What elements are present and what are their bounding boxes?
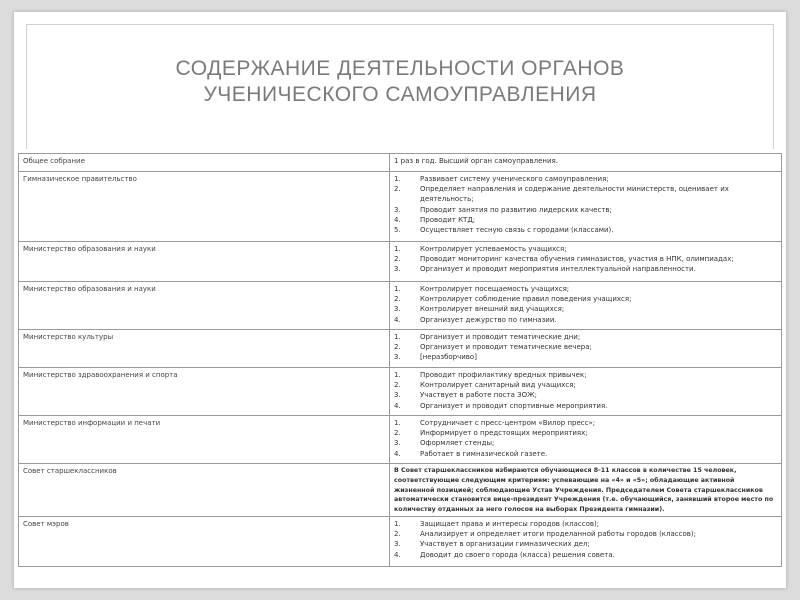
list-item-text: Организует и проводит тематические дни; [420, 333, 581, 341]
list-item-text: Анализирует и определяет итоги проделанной работы городов (классов); [420, 530, 696, 539]
list-item-text: Организует и проводит мероприятия интеллектуальной направленности. [420, 265, 696, 274]
table-row [19, 330, 782, 368]
list-item-number: 3. [394, 353, 401, 362]
list-item-text: Контролирует посещаемость учащихся; [420, 285, 570, 293]
list-item-text: Развивает систему ученического самоуправления; [420, 175, 609, 183]
list-item [394, 401, 777, 411]
activities-cell [390, 416, 782, 464]
list-item [394, 184, 777, 204]
activities-cell: В Совет старшеклассников избираются обучающиеся 8-11 классов в количестве 15 человек, соответствующие следующим критериям: успевающие на «4» и «5»; обладающие активной жизненной позицией; соблюдающие Устав Учреждения. Председателем Совета старшеклассников автоматически становится вице-президент Учреждения (т.е. обучающийся, занявший второе место по количеству отданных за него голосов на выборах Президента гимназии). [390, 464, 782, 517]
list-item-number: 1. [394, 245, 401, 253]
list-item-number: 1. [394, 175, 401, 183]
title-band [14, 12, 786, 140]
list-item-number: 2. [394, 185, 401, 194]
list-item-number: 1. [394, 419, 401, 427]
table-row [19, 172, 782, 242]
list-item-number: 2. [394, 530, 401, 539]
list-item-number: 3. [394, 439, 401, 448]
activities-list [394, 519, 777, 560]
list-item-text: Контролирует соблюдение правил поведения учащихся; [420, 295, 632, 304]
list-item-number: 2. [394, 295, 401, 304]
list-item [394, 529, 777, 539]
activities-list [394, 244, 777, 275]
list-item-number: 5. [394, 226, 401, 235]
table-row [19, 464, 782, 517]
list-item-number: 1. [394, 285, 401, 293]
list-item-text: Контролирует успеваемость учащихся; [420, 245, 567, 253]
list-item-number: 1. [394, 371, 401, 379]
list-item-number: 3. [394, 540, 401, 549]
list-item [394, 449, 777, 459]
list-item [394, 438, 777, 448]
list-item-number: 3. [394, 305, 401, 314]
list-item-text: Сотрудничает с пресс-центром «Вилор пресс»; [420, 419, 596, 427]
list-item-number: 4. [394, 550, 401, 559]
list-item-number: 2. [394, 255, 401, 264]
table-row [19, 242, 782, 282]
list-item [394, 254, 777, 264]
list-item-text: Доводит до своего города (класса) решения совета. [420, 550, 615, 559]
list-item-number: 2. [394, 381, 401, 390]
activities-cell [390, 516, 782, 566]
list-item [394, 352, 777, 362]
table-row [19, 282, 782, 330]
organ-name-cell: Министерство образования и науки [19, 242, 390, 282]
list-item [394, 304, 777, 314]
list-item-text: Проводит мониторинг качества обучения гимназистов, участия в НПК, олимпиадах; [420, 255, 734, 264]
list-item-text: [неразборчиво] [420, 353, 477, 362]
list-item [394, 315, 777, 325]
list-item [394, 428, 777, 438]
list-item-text: Осуществляет тесную связь с городами (классами). [420, 226, 614, 235]
responsibilities-table [18, 153, 782, 567]
list-item [394, 342, 777, 352]
list-item [394, 332, 777, 342]
list-item [394, 215, 777, 225]
list-item-text: Оформляет стенды; [420, 439, 495, 448]
table-row [19, 516, 782, 566]
list-item-text: Участвует в работе поста ЗОЖ; [420, 391, 537, 400]
organ-name-cell: Совет старшеклассников [19, 464, 390, 517]
organ-name-cell: Совет мэров [19, 516, 390, 566]
list-item-text: Контролирует санитарный вид учащихся; [420, 381, 576, 390]
list-item-text: Контролирует внешний вид учащихся; [420, 305, 565, 314]
list-item [394, 284, 777, 294]
list-item-text: Организует и проводит тематические вечера; [420, 343, 592, 352]
table-row [19, 368, 782, 416]
table-row [19, 154, 782, 172]
list-item [394, 390, 777, 400]
organ-name-cell: Министерство культуры [19, 330, 390, 368]
list-item-number: 4. [394, 215, 401, 224]
slide [14, 12, 786, 588]
list-item-text: Защищает права и интересы городов (классов); [420, 519, 600, 528]
activities-cell [390, 330, 782, 368]
list-item-number: 2. [394, 343, 401, 352]
activities-list [394, 418, 777, 459]
list-item-number: 4. [394, 449, 401, 458]
list-item [394, 294, 777, 304]
slide-title-line-2: УЧЕНИЧЕСКОГО САМОУПРАВЛЕНИЯ [203, 83, 597, 106]
list-item [394, 225, 777, 235]
organ-name-cell: Министерство информации и печати [19, 416, 390, 464]
slide-title [14, 56, 786, 108]
list-item [394, 370, 777, 380]
list-item-number: 3. [394, 205, 401, 214]
list-item [394, 205, 777, 215]
table-row [19, 416, 782, 464]
list-item-number: 2. [394, 429, 401, 438]
list-item-number: 1. [394, 333, 401, 341]
list-item [394, 380, 777, 390]
list-item-number: 3. [394, 265, 401, 274]
list-item-text: Участвует в организации гимназических дел; [420, 540, 590, 549]
activities-list [394, 370, 777, 411]
organ-name-cell: Министерство образования и науки [19, 282, 390, 330]
organ-name-cell: Общее собрание [19, 154, 390, 172]
activities-cell: 1 раз в год. Высший орган самоуправления. [390, 154, 782, 172]
list-item-number: 1. [394, 519, 401, 528]
list-item-text: Работает в гимназической газете. [420, 449, 548, 458]
list-item-number: 4. [394, 315, 401, 324]
list-item-text: Проводит КТД; [420, 215, 476, 224]
list-item-text: Проводит профилактику вредных привычек; [420, 371, 587, 379]
list-item [394, 550, 777, 560]
list-item-text: Проводит занятия по развитию лидерских качеств; [420, 205, 612, 214]
list-item [394, 244, 777, 254]
organ-name-cell: Гимназическое правительство [19, 172, 390, 242]
list-item [394, 174, 777, 184]
list-item [394, 519, 777, 529]
list-item [394, 264, 777, 274]
activities-cell [390, 172, 782, 242]
list-item-number: 3. [394, 391, 401, 400]
list-item-text: Организует и проводит спортивные мероприятия. [420, 401, 608, 410]
activities-list [394, 284, 777, 325]
list-item-text: Определяет направления и содержание деятельности министерств, оценивает их деятельность; [420, 185, 729, 204]
list-item [394, 539, 777, 549]
activities-cell [390, 242, 782, 282]
list-item-number: 4. [394, 401, 401, 410]
list-item-text: Организует дежурство по гимназии. [420, 315, 557, 324]
slide-title-line-1: СОДЕРЖАНИЕ ДЕЯТЕЛЬНОСТИ ОРГАНОВ [175, 57, 625, 80]
list-item-text: Информирует о предстоящих мероприятиях; [420, 429, 588, 438]
list-item [394, 418, 777, 428]
activities-list [394, 174, 777, 235]
activities-cell [390, 368, 782, 416]
organ-name-cell: Министерство здравоохранения и спорта [19, 368, 390, 416]
activities-list [394, 332, 777, 363]
activities-cell [390, 282, 782, 330]
